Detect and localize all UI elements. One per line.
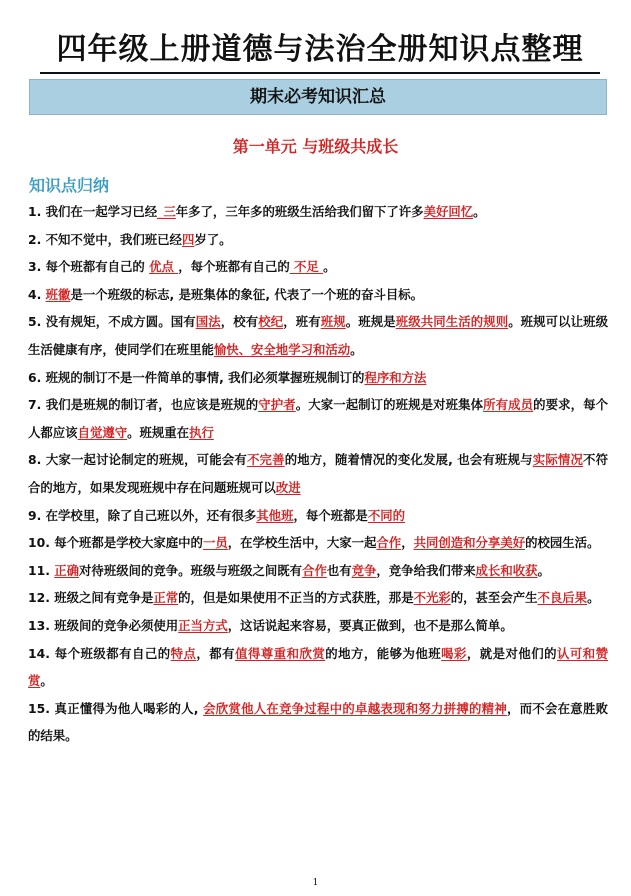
item-text: 。 bbox=[323, 259, 336, 275]
item-text: 5. 没有规矩，不成方圆。国有 bbox=[28, 314, 196, 330]
item-text: 8. 大家一起讨论制定的班规，可能会有 bbox=[28, 452, 247, 468]
item-text: 也有 bbox=[326, 562, 352, 578]
item-text: 。 bbox=[473, 204, 486, 219]
item-text: ，校有 bbox=[220, 314, 259, 330]
key-term: 正确 bbox=[54, 562, 80, 578]
key-term: 自觉遵守 bbox=[77, 424, 128, 440]
key-term: 特点 bbox=[170, 645, 197, 661]
knowledge-item bbox=[28, 391, 608, 446]
item-text: 年多了，三年多的班级生活给我们留下了许多 bbox=[175, 204, 424, 219]
key-term: 不同的 bbox=[367, 507, 405, 523]
key-term: 会欣赏他人在竞争过程中的卓越表现和努力拼搏的精神 bbox=[203, 700, 507, 716]
knowledge-item bbox=[28, 446, 608, 501]
item-text: 13. 班级间的竞争必须使用 bbox=[28, 617, 179, 633]
item-text: ，每个班都有自己的 bbox=[178, 259, 290, 275]
key-term: 班徽 bbox=[45, 286, 71, 302]
key-term: 不足 bbox=[289, 259, 324, 275]
item-text: ，这话说起来容易，要真正做到，也不是那么简单。 bbox=[227, 617, 513, 633]
key-term: 成长和收获 bbox=[475, 562, 538, 578]
key-term: 合作 bbox=[376, 535, 402, 551]
item-text: 岁了。 bbox=[194, 231, 232, 247]
knowledge-item bbox=[28, 253, 608, 281]
item-text: ，竞争给我们带来 bbox=[376, 562, 476, 578]
key-term: 美好回忆 bbox=[423, 204, 474, 219]
key-term: 其他班 bbox=[256, 507, 294, 523]
key-term: 程序和方法 bbox=[364, 369, 427, 385]
item-text: 。 bbox=[587, 590, 600, 606]
key-term: 喝彩 bbox=[441, 645, 467, 661]
item-text: ， bbox=[401, 535, 414, 551]
key-term: 合作 bbox=[302, 562, 327, 578]
key-term: 竞争 bbox=[351, 562, 377, 578]
item-text: 1. 我们在一起学习已经 bbox=[28, 204, 158, 219]
item-text: 。班规可以让班级生活健康有序，使同学们在班里能 bbox=[28, 314, 609, 357]
unit-heading: 第一单元 与班级共成长 bbox=[232, 137, 399, 156]
key-term: 优点 bbox=[149, 259, 179, 275]
item-text: 3. 每个班都有自己的 bbox=[28, 259, 150, 275]
knowledge-item bbox=[28, 198, 608, 226]
item-text: ，在学校生活中，大家一起 bbox=[227, 535, 377, 551]
item-text: 的地方，随着情况的变化发展, 也会有班规与 bbox=[284, 452, 533, 468]
key-term: 国法 bbox=[195, 314, 221, 330]
item-text: ，班有 bbox=[283, 314, 321, 330]
knowledge-item bbox=[28, 502, 608, 530]
item-text: 。 bbox=[40, 673, 53, 689]
key-term: 执行 bbox=[189, 424, 214, 440]
key-term: 四 bbox=[181, 231, 195, 247]
key-term: 正当方式 bbox=[178, 617, 228, 633]
knowledge-item bbox=[28, 364, 608, 392]
knowledge-item bbox=[28, 640, 608, 695]
item-text: 7. 我们是班规的制订者，也应该是班规的 bbox=[28, 397, 259, 413]
key-term: 改进 bbox=[275, 479, 301, 495]
item-text: 的，甚至会产生 bbox=[450, 590, 538, 606]
key-term: 守护者 bbox=[258, 397, 296, 413]
item-text: 12. 班级之间有竞争是 bbox=[28, 590, 154, 606]
item-text: 对待班级间的竞争。班级与班级之间既有 bbox=[79, 562, 303, 578]
item-text: 的要求，每个人都应该 bbox=[28, 397, 609, 440]
item-text: 。 bbox=[350, 341, 363, 357]
item-text: 是一个班级的标志, 是班集体的象征, 代表了一个班的奋斗目标。 bbox=[70, 286, 424, 302]
item-text: 6. 班规的制订不是一件简单的事情, 我们必须掌握班规制订的 bbox=[28, 369, 365, 385]
knowledge-list bbox=[28, 198, 608, 750]
knowledge-item bbox=[28, 612, 608, 640]
item-text: 9. 在学校里，除了自己班以外，还有很多 bbox=[28, 507, 257, 523]
knowledge-item bbox=[28, 226, 608, 254]
key-term: 愉快、安全地学习和活动 bbox=[213, 341, 351, 357]
item-text: ，都有 bbox=[196, 645, 236, 661]
knowledge-item bbox=[28, 529, 608, 557]
key-term: 校纪 bbox=[258, 314, 284, 330]
key-term: 认可和赞赏 bbox=[28, 645, 609, 689]
page-number: 1 bbox=[312, 878, 319, 888]
item-text: 。班规重在 bbox=[127, 424, 190, 440]
item-text: 不符合的地方，如果发现班规中存在问题班规可以 bbox=[28, 452, 609, 495]
section-heading: 知识点归纳 bbox=[29, 176, 110, 195]
knowledge-item bbox=[28, 281, 608, 309]
item-text: ，就是对他们的 bbox=[466, 645, 558, 661]
knowledge-item bbox=[28, 695, 608, 750]
key-term: 不良后果 bbox=[537, 590, 588, 606]
knowledge-item bbox=[28, 557, 608, 585]
key-term: 不完善 bbox=[246, 452, 285, 468]
item-text: 。 bbox=[537, 562, 550, 578]
item-text: 4. bbox=[28, 286, 46, 302]
key-term: 所有成员 bbox=[483, 397, 534, 413]
item-text: 15. 真正懂得为他人喝彩的人, bbox=[28, 700, 204, 716]
item-text: 。大家一起制订的班规是对班集体 bbox=[295, 397, 484, 413]
item-text: ，每个班都是 bbox=[293, 507, 368, 523]
item-text: 的，但是如果使用不正当的方式获胜，那是 bbox=[178, 590, 414, 606]
page-title: 四年级上册道德与法治全册知识点整理 bbox=[56, 32, 584, 67]
item-text: 2. 不知不觉中，我们班已经 bbox=[28, 231, 182, 247]
item-text: 10. 每个班都是学校大家庭中的 bbox=[28, 535, 203, 551]
key-term: 一员 bbox=[202, 535, 228, 551]
key-term: 共同创造和分享美好 bbox=[413, 535, 526, 551]
item-text: 的校园生活。 bbox=[525, 535, 600, 551]
key-term: 不光彩 bbox=[413, 590, 451, 606]
knowledge-item bbox=[28, 584, 608, 612]
item-text: 14. 每个班级都有自己的 bbox=[28, 645, 171, 661]
item-text: 的地方，能够为他班 bbox=[325, 645, 442, 661]
key-term: 值得尊重和欣赏 bbox=[235, 645, 326, 661]
key-term: 班级共同生活的规则 bbox=[395, 314, 509, 330]
item-text: ，而不会在意胜败的结果。 bbox=[28, 700, 609, 744]
title-underline bbox=[40, 72, 600, 74]
key-term: 正常 bbox=[153, 590, 179, 606]
summary-banner: 期末必考知识汇总 bbox=[29, 79, 607, 115]
item-text: 11. bbox=[28, 562, 55, 578]
key-term: _三 bbox=[157, 204, 176, 219]
key-term: 班规 bbox=[320, 314, 346, 330]
item-text: 。班规是 bbox=[345, 314, 396, 330]
key-term: 实际情况 bbox=[532, 452, 584, 468]
knowledge-item bbox=[28, 308, 608, 363]
